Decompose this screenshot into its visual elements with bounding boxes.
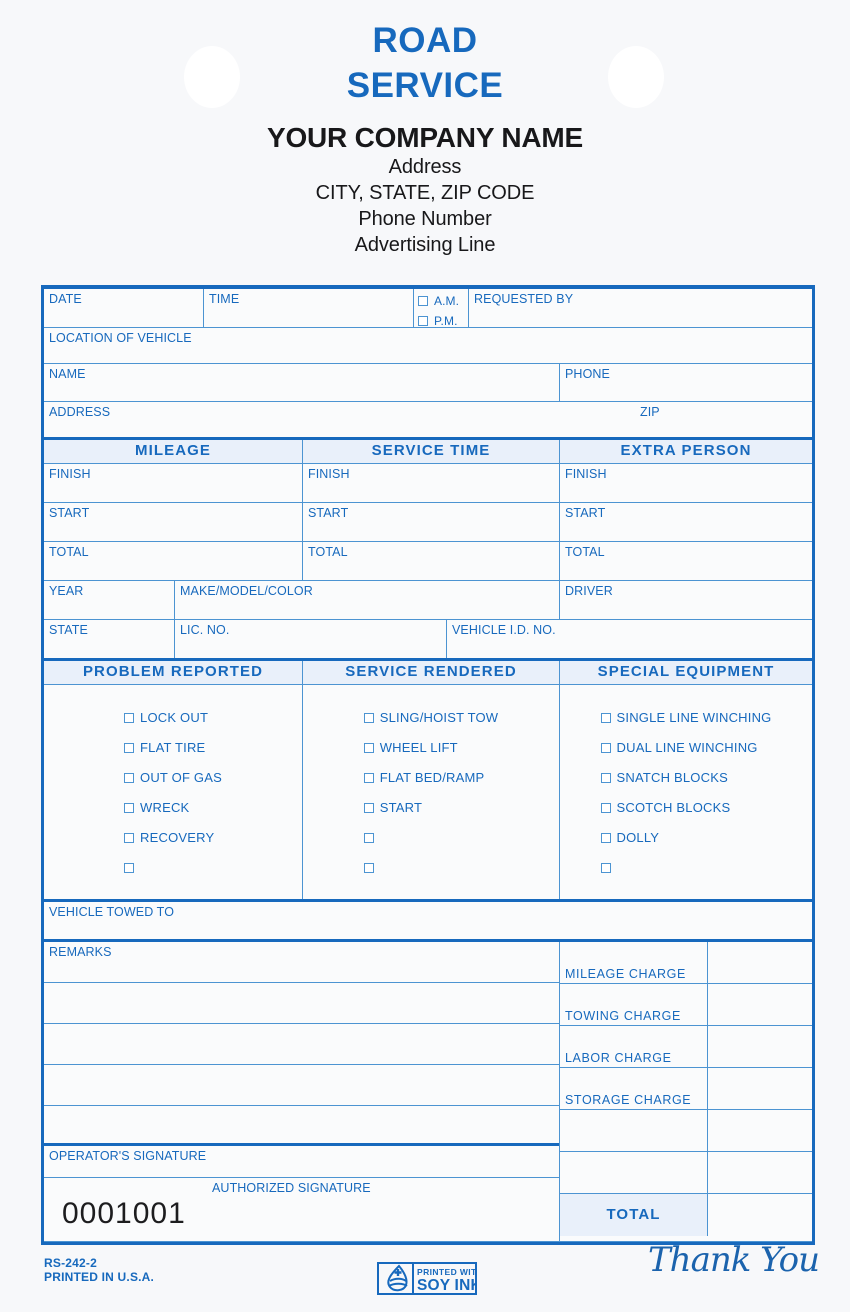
charge-label-cell — [560, 1152, 708, 1194]
row-year-make-driver — [44, 581, 812, 620]
row-location — [44, 328, 812, 364]
checkbox-box[interactable] — [601, 773, 611, 783]
field-vehicle-id[interactable] — [447, 620, 812, 658]
row-name-phone — [44, 364, 812, 402]
checkbox-box[interactable] — [364, 713, 374, 723]
checkbox-label: RECOVERY — [140, 830, 215, 845]
field-service-time-total[interactable] — [303, 542, 560, 580]
operator-signature-label: OPERATOR'S SIGNATURE — [49, 1149, 207, 1163]
checkbox-item[interactable] — [601, 859, 772, 877]
checkbox-item[interactable] — [601, 769, 772, 787]
row-charge — [560, 1152, 812, 1194]
checkbox-box[interactable] — [601, 833, 611, 843]
charge-label-cell — [560, 1110, 708, 1152]
charges-total-label-cell — [560, 1194, 708, 1236]
column-service-rendered — [303, 685, 560, 899]
pm-label: P.M. — [434, 314, 458, 328]
finish-label: FINISH — [308, 467, 350, 481]
field-remarks-line-5[interactable] — [44, 1106, 559, 1146]
header-special-equipment — [560, 661, 812, 684]
checkbox-item[interactable] — [601, 739, 772, 757]
checkbox-label: FLAT BED/RAMP — [379, 770, 485, 785]
row-section-headers-checkboxes — [44, 661, 812, 685]
start-label: START — [308, 506, 349, 520]
checkbox-item[interactable] — [364, 859, 499, 877]
company-name: YOUR COMPANY NAME — [266, 122, 584, 153]
checkbox-item[interactable] — [124, 799, 222, 817]
field-remarks-line-4[interactable] — [44, 1065, 559, 1106]
field-operator-signature[interactable] — [44, 1146, 559, 1178]
header-service-rendered — [303, 661, 560, 684]
checkbox-label: FLAT TIRE — [140, 740, 206, 755]
row-state-lic-vin — [44, 620, 812, 661]
checkbox-item[interactable] — [601, 799, 772, 817]
charge-label: TOWING CHARGE — [565, 1009, 681, 1023]
checkbox-label: LOCK OUT — [140, 710, 209, 725]
checkbox-item[interactable] — [601, 829, 772, 847]
footer-codes — [44, 1256, 154, 1284]
checkbox-label: WRECK — [140, 800, 190, 815]
field-year[interactable] — [44, 581, 175, 619]
finish-label: FINISH — [49, 467, 91, 481]
header-equipment-label: SPECIAL EQUIPMENT — [597, 663, 775, 680]
charge-label-cell — [560, 942, 708, 984]
field-requested-by[interactable] — [469, 289, 812, 327]
header-service-time — [303, 440, 560, 463]
field-mileage-finish[interactable] — [44, 464, 303, 502]
header-problem-reported — [44, 661, 303, 684]
column-problem-reported — [44, 685, 303, 899]
form-header — [0, 0, 850, 258]
row-finish — [44, 464, 812, 503]
row-vehicle-towed-to — [44, 902, 812, 942]
row-charges-total — [560, 1194, 812, 1236]
field-mileage-start[interactable] — [44, 503, 303, 541]
checkbox-am-box[interactable] — [418, 296, 428, 306]
row-date-time — [44, 289, 812, 328]
svg-text:SOY INK: SOY INK — [417, 1277, 477, 1294]
checkbox-am[interactable] — [418, 292, 468, 310]
requested-by-label: REQUESTED BY — [474, 292, 574, 306]
checkbox-box[interactable] — [124, 863, 134, 873]
field-mileage-total[interactable] — [44, 542, 303, 580]
problem-checkbox-list — [124, 709, 222, 889]
start-label: START — [49, 506, 90, 520]
field-extra-person-finish[interactable] — [560, 464, 812, 502]
field-phone[interactable] — [560, 364, 812, 401]
field-lic-no[interactable] — [175, 620, 447, 658]
row-section-headers-mileage — [44, 440, 812, 464]
checkbox-label: WHEEL LIFT — [379, 740, 458, 755]
driver-label: DRIVER — [565, 584, 613, 598]
checkbox-label: START — [379, 800, 423, 815]
checkbox-box[interactable] — [364, 833, 374, 843]
field-make-model-color[interactable] — [175, 581, 560, 619]
field-driver[interactable] — [560, 581, 812, 619]
total-label: TOTAL — [49, 545, 89, 559]
checkbox-item[interactable] — [364, 799, 499, 817]
field-am-pm[interactable] — [414, 289, 469, 327]
field-date[interactable] — [44, 289, 204, 327]
field-extra-person-total[interactable] — [560, 542, 812, 580]
checkbox-item[interactable] — [124, 709, 222, 727]
field-vehicle-towed-to[interactable] — [44, 902, 812, 939]
row-remarks-charges — [44, 942, 812, 1242]
soy-ink-icon — [377, 1260, 477, 1298]
finish-label: FINISH — [565, 467, 607, 481]
row-address-zip — [44, 402, 812, 440]
checkbox-label: SINGLE LINE WINCHING — [616, 710, 772, 725]
charge-value-field[interactable] — [708, 1110, 812, 1152]
checkbox-item[interactable] — [364, 739, 499, 757]
zip-label: ZIP — [640, 405, 660, 419]
charge-value-field[interactable] — [708, 984, 812, 1026]
soy-ink-logo — [377, 1260, 477, 1303]
time-label: TIME — [209, 292, 240, 306]
row-charge — [560, 1026, 812, 1068]
charge-value-field[interactable] — [708, 942, 812, 984]
checkbox-box[interactable] — [601, 863, 611, 873]
start-label: START — [565, 506, 606, 520]
thank-you-note: Thank You — [648, 1240, 820, 1280]
equipment-checkbox-list — [601, 709, 772, 889]
field-charges-total-value[interactable] — [708, 1194, 812, 1236]
field-name[interactable] — [44, 364, 560, 401]
checkbox-box[interactable] — [124, 743, 134, 753]
field-service-time-finish[interactable] — [303, 464, 560, 502]
field-state[interactable] — [44, 620, 175, 658]
row-charge — [560, 984, 812, 1026]
row-total — [44, 542, 812, 581]
field-time[interactable] — [204, 289, 414, 327]
form-number: 0001001 — [62, 1197, 186, 1230]
checkbox-item[interactable] — [601, 709, 772, 727]
soy-line1: PRINTED WITH — [417, 1267, 477, 1277]
checkbox-item[interactable] — [124, 769, 222, 787]
checkbox-label: SLING/HOIST TOW — [379, 710, 499, 725]
checkbox-box[interactable] — [601, 713, 611, 723]
header-problem-label: PROBLEM REPORTED — [82, 663, 264, 680]
charge-value-field[interactable] — [708, 1026, 812, 1068]
charge-label-cell — [560, 984, 708, 1026]
row-charge — [560, 1110, 812, 1152]
header-service-time-label: SERVICE TIME — [371, 442, 491, 459]
company-phone: Phone Number — [358, 208, 492, 230]
total-label: TOTAL — [308, 545, 348, 559]
remarks-block — [44, 942, 560, 1241]
row-checkbox-columns — [44, 685, 812, 902]
charge-value-field[interactable] — [708, 1068, 812, 1110]
vehicle-id-label: VEHICLE I.D. NO. — [452, 623, 556, 637]
checkbox-item[interactable] — [124, 739, 222, 757]
field-remarks-line-3[interactable] — [44, 1024, 559, 1065]
charges-block — [560, 942, 812, 1241]
field-remarks-line-1[interactable] — [44, 942, 559, 983]
checkbox-label: SCOTCH BLOCKS — [616, 800, 731, 815]
year-label: YEAR — [49, 584, 84, 598]
checkbox-item[interactable] — [124, 829, 222, 847]
header-mileage-label: MILEAGE — [134, 442, 212, 459]
header-extra-person-label: EXTRA PERSON — [620, 442, 752, 459]
page-title-road: ROAD — [372, 21, 478, 60]
page-title-service: SERVICE — [346, 66, 504, 105]
charge-label: MILEAGE CHARGE — [565, 967, 686, 981]
field-remarks-line-2[interactable] — [44, 983, 559, 1024]
checkbox-label: DUAL LINE WINCHING — [616, 740, 758, 755]
service-checkbox-list — [364, 709, 499, 889]
checkbox-box[interactable] — [364, 803, 374, 813]
checkbox-box[interactable] — [601, 743, 611, 753]
authorized-signature-label: AUTHORIZED SIGNATURE — [212, 1181, 371, 1195]
header-service-label: SERVICE RENDERED — [345, 663, 517, 680]
state-label: STATE — [49, 623, 88, 637]
make-model-color-label: MAKE/MODEL/COLOR — [180, 584, 313, 598]
column-special-equipment — [560, 685, 812, 899]
lic-no-label: LIC. NO. — [180, 623, 230, 637]
checkbox-item[interactable] — [364, 769, 499, 787]
checkbox-box[interactable] — [124, 713, 134, 723]
charge-label: STORAGE CHARGE — [565, 1093, 692, 1107]
row-charge — [560, 1068, 812, 1110]
field-authorized-signature[interactable] — [44, 1178, 559, 1241]
name-label: NAME — [49, 367, 86, 381]
checkbox-box[interactable] — [364, 863, 374, 873]
checkbox-label: SNATCH BLOCKS — [616, 770, 728, 785]
header-mileage — [44, 440, 303, 463]
address-label: ADDRESS — [49, 405, 111, 419]
field-location-of-vehicle[interactable] — [44, 328, 812, 363]
header-extra-person — [560, 440, 812, 463]
checkbox-pm-box[interactable] — [418, 316, 428, 326]
checkbox-box[interactable] — [601, 803, 611, 813]
field-extra-person-start[interactable] — [560, 503, 812, 541]
field-address[interactable] — [44, 402, 812, 437]
checkbox-box[interactable] — [124, 803, 134, 813]
checkbox-label: DOLLY — [616, 830, 660, 845]
checkbox-box[interactable] — [124, 833, 134, 843]
printed-in-label: PRINTED IN U.S.A. — [44, 1270, 155, 1284]
checkbox-box[interactable] — [124, 773, 134, 783]
checkbox-box[interactable] — [364, 743, 374, 753]
location-label: LOCATION OF VEHICLE — [49, 331, 192, 345]
row-charge — [560, 942, 812, 984]
vehicle-towed-to-label: VEHICLE TOWED TO — [49, 905, 175, 919]
phone-label: PHONE — [565, 367, 610, 381]
form-table — [41, 285, 815, 1245]
checkbox-item[interactable] — [124, 859, 222, 877]
company-advertising: Advertising Line — [354, 234, 496, 256]
charges-total-label: TOTAL — [606, 1206, 661, 1223]
date-label: DATE — [49, 292, 82, 306]
checkbox-item[interactable] — [364, 709, 499, 727]
checkbox-box[interactable] — [364, 773, 374, 783]
am-label: A.M. — [434, 294, 460, 308]
remarks-label: REMARKS — [49, 945, 112, 959]
row-start — [44, 503, 812, 542]
company-address: Address — [388, 156, 462, 178]
field-service-time-start[interactable] — [303, 503, 560, 541]
charge-label: LABOR CHARGE — [565, 1051, 672, 1065]
form-code: RS-242-2 — [44, 1256, 97, 1270]
company-city-state-zip: CITY, STATE, ZIP CODE — [315, 182, 535, 204]
charge-value-field[interactable] — [708, 1152, 812, 1194]
checkbox-label: OUT OF GAS — [140, 770, 222, 785]
charge-label-cell — [560, 1068, 708, 1110]
total-label: TOTAL — [565, 545, 605, 559]
checkbox-item[interactable] — [364, 829, 499, 847]
charge-label-cell — [560, 1026, 708, 1068]
